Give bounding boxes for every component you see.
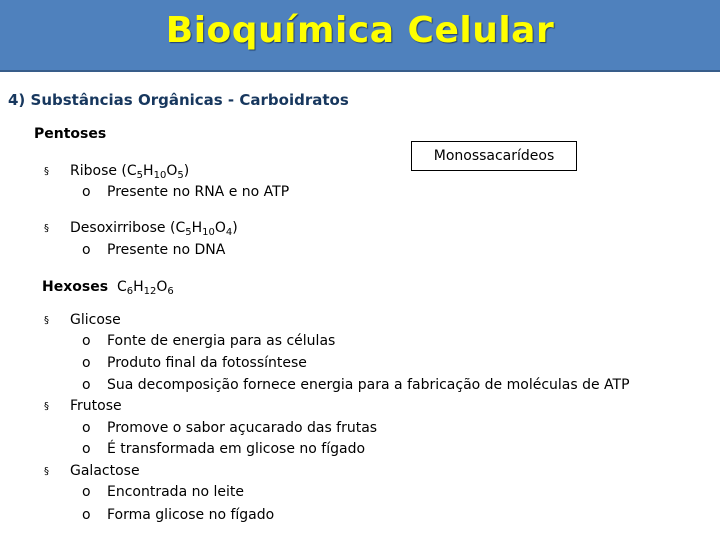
- sub-bullet-marker: o: [82, 484, 91, 500]
- section-subtitle: 4) Substâncias Orgânicas - Carboidratos: [8, 91, 349, 109]
- bullet-marker: §: [44, 166, 49, 177]
- glicose-detail: Fonte de energia para as células: [107, 333, 336, 349]
- slide-title: Bioquímica Celular: [165, 10, 555, 51]
- bullet-marker: §: [44, 401, 49, 412]
- pentoses-heading: Pentoses: [34, 126, 107, 142]
- glicose-item: Glicose: [70, 312, 121, 328]
- desoxirribose-detail: Presente no DNA: [107, 242, 226, 258]
- monossacarideos-box: Monossacarídeos: [411, 141, 577, 171]
- sub-bullet-marker: o: [82, 184, 91, 200]
- ribose-detail: Presente no RNA e no ATP: [107, 184, 290, 200]
- bullet-marker: §: [44, 223, 49, 234]
- glicose-detail: Sua decomposição fornece energia para a fabricação de moléculas de ATP: [107, 377, 630, 393]
- sub-bullet-marker: o: [82, 377, 91, 393]
- galactose-item: Galactose: [70, 463, 140, 479]
- ribose-item: Ribose $(C_5H_{10}O_5)$: [70, 163, 190, 181]
- sub-bullet-marker: o: [82, 507, 91, 523]
- sub-bullet-marker: o: [82, 242, 91, 258]
- bullet-marker: §: [44, 466, 49, 477]
- frutose-detail: Promove o sabor açucarado das frutas: [107, 420, 378, 436]
- sub-bullet-marker: o: [82, 441, 91, 457]
- hexoses-heading: Hexoses: [42, 279, 109, 295]
- frutose-item: Frutose: [70, 398, 122, 414]
- bullet-marker: §: [44, 315, 49, 326]
- galactose-detail: Encontrada no leite: [107, 484, 244, 500]
- sub-bullet-marker: o: [82, 333, 91, 349]
- sub-bullet-marker: o: [82, 420, 91, 436]
- glicose-detail: Produto final da fotossíntese: [107, 355, 307, 371]
- title-banner: [0, 0, 720, 72]
- frutose-detail: É transformada em glicose no fígado: [107, 441, 366, 457]
- hexoses-line: Hexoses $C_6H_{12}O_6$: [42, 279, 174, 297]
- galactose-detail: Forma glicose no fígado: [107, 507, 275, 523]
- sub-bullet-marker: o: [82, 355, 91, 371]
- desoxirribose-item: Desoxirribose $(C_5H_{10}O_4)$: [70, 220, 238, 238]
